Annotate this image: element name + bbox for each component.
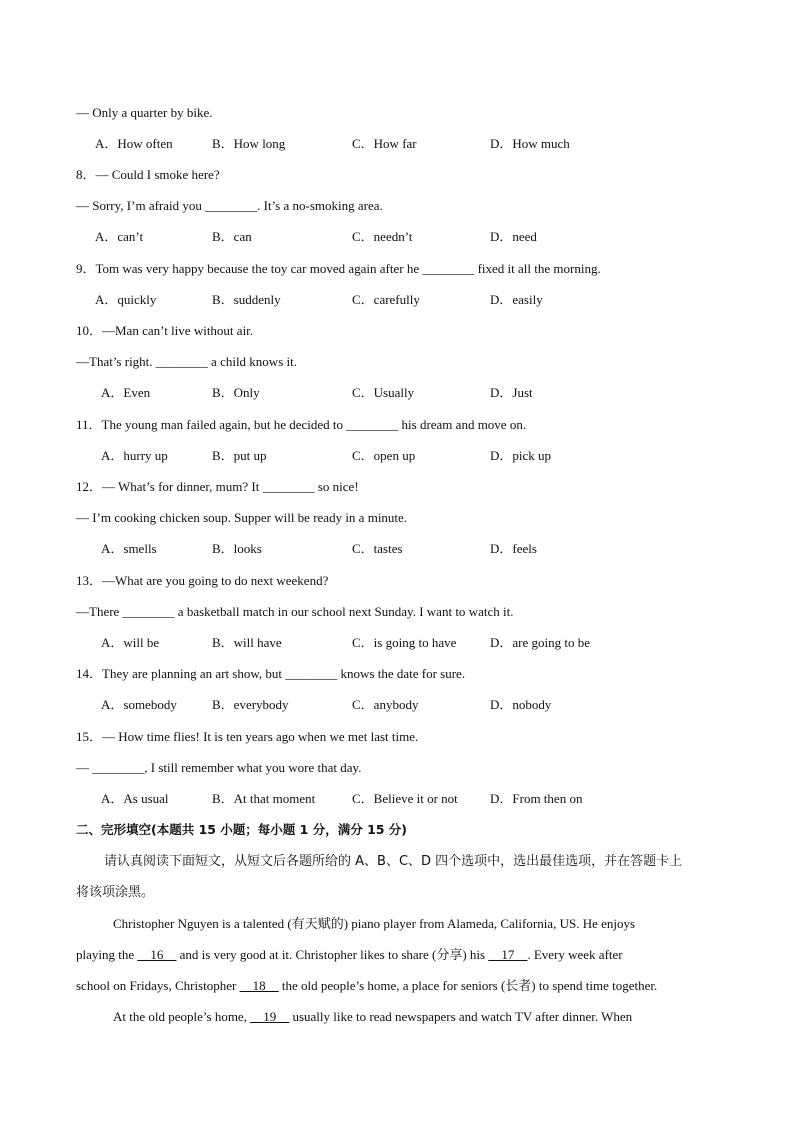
q13-stem: 13．—What are you going to do next weekend? — [76, 573, 329, 588]
passage-line-3 — [76, 978, 716, 994]
q13-option-a[interactable]: A．will be — [101, 635, 160, 650]
q12-reply: — I’m cooking chicken soup. Supper will be ready in a minute. — [76, 510, 408, 525]
q12-option-c[interactable]: C．tastes — [352, 541, 403, 556]
q7-answer-line: — Only a quarter by bike. — [76, 105, 213, 120]
passage-line-4 — [113, 1009, 716, 1025]
q7-option-a[interactable]: A．How often — [95, 136, 173, 151]
section-2-title: 二、完形填空(本题共 15 小题；每小题 1 分，满分 15 分) — [76, 822, 408, 837]
q10-options — [101, 385, 721, 401]
q13-option-c[interactable]: C．is going to have — [352, 635, 457, 650]
q9-option-a[interactable]: A．quickly — [95, 292, 157, 307]
q8-stem: 8．— Could I smoke here? — [76, 167, 220, 182]
passage-text: the old people’s home, a place for seniors (长者) to spend time together. — [278, 978, 658, 993]
q8-options — [95, 229, 715, 245]
q9-stem: 9．Tom was very happy because the toy car moved again after he ________ fixed it all the morning. — [76, 261, 601, 276]
q15-option-b[interactable]: B．At that moment — [212, 791, 316, 806]
q9-options — [95, 292, 715, 308]
q10-option-a[interactable]: A．Even — [101, 385, 151, 400]
section-2-instruction-line-1: 请认真阅读下面短文，从短文后各题所给的 A、B、C、D 四个选项中，选出最佳选项，并在答题卡上 — [104, 854, 683, 869]
blank-19[interactable]: __19__ — [250, 1009, 290, 1024]
passage-text: playing the — [76, 947, 138, 962]
q12-stem: 12．— What’s for dinner, mum? It ________ so nice! — [76, 479, 359, 494]
q7-option-b[interactable]: B．How long — [212, 136, 286, 151]
q11-option-d[interactable]: D．pick up — [490, 448, 552, 463]
q8-option-d[interactable]: D．need — [490, 229, 537, 244]
passage-text: school on Fridays, Christopher — [76, 978, 240, 993]
passage-text: At the old people’s home, — [113, 1009, 251, 1024]
q11-option-a[interactable]: A．hurry up — [101, 448, 168, 463]
q13-option-d[interactable]: D．are going to be — [490, 635, 591, 650]
q14-option-c[interactable]: C．anybody — [352, 697, 419, 712]
q15-option-d[interactable]: D．From then on — [490, 791, 583, 806]
blank-18[interactable]: __18__ — [239, 978, 279, 993]
q8-option-c[interactable]: C．needn’t — [352, 229, 413, 244]
q13-reply: —There ________ a basketball match in our school next Sunday. I want to watch it. — [76, 604, 514, 619]
q7-option-d[interactable]: D．How much — [490, 136, 570, 151]
q15-stem: 15．— How time flies! It is ten years ago when we met last time. — [76, 729, 419, 744]
q14-options — [101, 697, 721, 713]
q11-option-b[interactable]: B．put up — [212, 448, 267, 463]
q14-option-a[interactable]: A．somebody — [101, 697, 177, 712]
q8-reply: — Sorry, I’m afraid you ________. It’s a no-smoking area. — [76, 198, 383, 213]
q10-stem: 10．—Man can’t live without air. — [76, 323, 254, 338]
q10-option-c[interactable]: C．Usually — [352, 385, 415, 400]
q7-option-c[interactable]: C．How far — [352, 136, 417, 151]
q14-option-b[interactable]: B．everybody — [212, 697, 289, 712]
q12-option-b[interactable]: B．looks — [212, 541, 262, 556]
section-2-instruction-line-2: 将该项涂黑。 — [76, 885, 155, 900]
q13-options — [101, 635, 721, 651]
blank-17[interactable]: __17__ — [488, 947, 528, 962]
q14-stem: 14．They are planning an art show, but ________ knows the date for sure. — [76, 666, 466, 681]
q7-options — [95, 136, 715, 152]
q13-option-b[interactable]: B．will have — [212, 635, 282, 650]
passage-line-1 — [113, 916, 716, 932]
q14-option-d[interactable]: D．nobody — [490, 697, 552, 712]
q10-option-d[interactable]: D．Just — [490, 385, 533, 400]
q11-option-c[interactable]: C．open up — [352, 448, 416, 463]
q11-options — [101, 448, 721, 464]
q8-option-b[interactable]: B．can — [212, 229, 252, 244]
passage-text: . Every week after — [527, 947, 623, 962]
passage-text: Christopher Nguyen is a talented (有天赋的) piano player from Alameda, California, US. He enjoys — [113, 916, 636, 931]
q8-option-a[interactable]: A．can’t — [95, 229, 144, 244]
q12-option-d[interactable]: D．feels — [490, 541, 537, 556]
q15-option-a[interactable]: A．As usual — [101, 791, 169, 806]
passage-text: usually like to read newspapers and watch TV after dinner. When — [289, 1009, 633, 1024]
q12-option-a[interactable]: A．smells — [101, 541, 157, 556]
q15-options — [101, 791, 721, 807]
passage-line-2 — [76, 947, 716, 963]
q9-option-c[interactable]: C．carefully — [352, 292, 420, 307]
blank-16[interactable]: __16__ — [137, 947, 177, 962]
q12-options — [101, 541, 721, 557]
q15-option-c[interactable]: C．Believe it or not — [352, 791, 458, 806]
q10-option-b[interactable]: B．Only — [212, 385, 260, 400]
q15-reply: — ________, I still remember what you wore that day. — [76, 760, 362, 775]
q9-option-d[interactable]: D．easily — [490, 292, 543, 307]
q11-stem: 11．The young man failed again, but he decided to ________ his dream and move on. — [76, 417, 527, 432]
q10-reply: —That’s right. ________ a child knows it. — [76, 354, 297, 369]
q9-option-b[interactable]: B．suddenly — [212, 292, 281, 307]
passage-text: and is very good at it. Christopher likes to share (分享) his — [176, 947, 489, 962]
